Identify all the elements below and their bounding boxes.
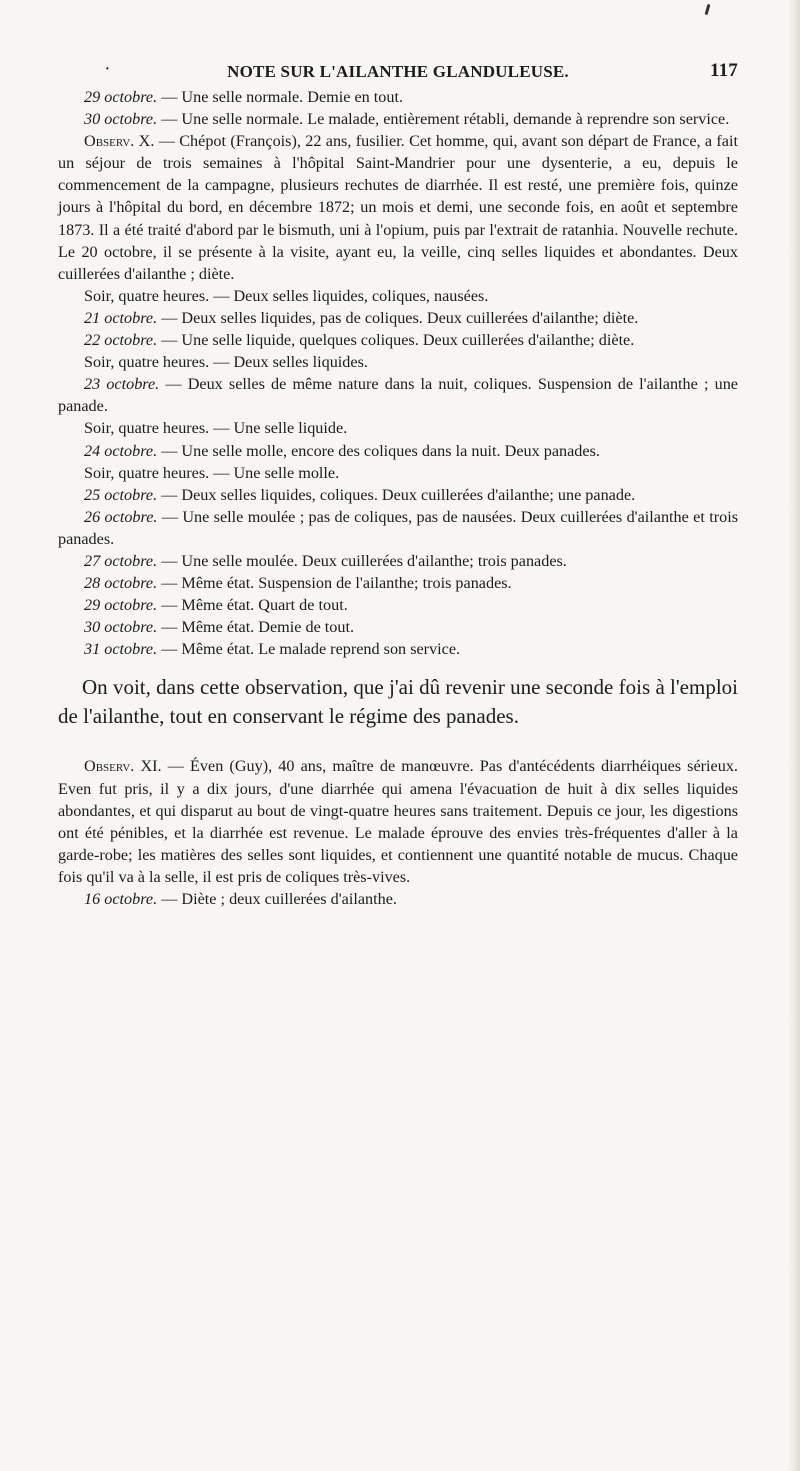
case-notes-block-1 <box>58 86 738 660</box>
paragraph <box>58 506 738 550</box>
entry-text: — Une selle molle, encore des coliques dans la nuit. Deux panades. <box>157 441 600 460</box>
paragraph <box>58 638 738 660</box>
paragraph <box>58 594 738 616</box>
paragraph <box>58 351 738 373</box>
entry-date: 22 octobre. <box>84 331 158 350</box>
paragraph <box>58 86 738 108</box>
paragraph <box>58 755 738 888</box>
entry-text: — Éven (Guy), 40 ans, maître de manœuvre. Pas d'antécédents diarrhéiques sérieux. Even fut pris, il y a dix jours, d'une diarrhée qui amena l'évacuation de huit à dix selles liquides abondantes, et qui disparut au bout de vingt-quatre heures sans traitement. Depuis ce jour, les digestions ont été pénibles, et la diarrhée est revenue. Le malade éprouve des envies très-fréquentes d'aller à la garde-robe; les matières des selles sont liquides, et contiennent une quantité notable de mucus. Chaque fois qu'il va à la selle, il est pris de coliques très-vives. <box>58 757 738 886</box>
entry-text: — Une selle liquide, quelques coliques. Deux cuillerées d'ailanthe; diète. <box>157 331 635 350</box>
entry-date: 31 octobre. <box>84 640 158 659</box>
paragraph <box>58 462 738 484</box>
entry-text: — Chépot (François), 22 ans, fusilier. Cet homme, qui, avant son départ de France, a fait un séjour de trois semaines à l'hôpital Saint-Mandrier pour une dysenterie, a eu, depuis le commencement de la campagne, plusieurs rechutes de diarrhée. Il est resté, une première fois, quinze jours à l'hôpital du bord, en décembre 1872; un mois et demi, une seconde fois, en août et septembre 1873. Il a été traité d'abord par le bismuth, uni à l'opium, puis par l'extrait de ratanhia. Nouvelle rechute. Le 20 octobre, il se présente à la visite, ayant eu, la veille, cinq selles liquides et abondantes. Deux cuillerées d'ailanthe ; diète. <box>58 132 738 283</box>
running-title: NOTE SUR L'AILANTHE GLANDULEUSE. <box>227 62 569 81</box>
paragraph <box>58 484 738 506</box>
entry-date: 26 octobre. <box>84 507 158 526</box>
paragraph <box>58 307 738 329</box>
paragraph <box>58 417 738 439</box>
entry-text: — Même état. Quart de tout. <box>157 596 348 615</box>
entry-date: 23 octobre. <box>84 375 160 394</box>
paragraph <box>58 373 738 417</box>
paragraph <box>58 888 738 910</box>
entry-text: — Une selle moulée ; pas de coliques, pas de nausées. Deux cuillerées d'ailanthe et trois panades. <box>58 507 738 548</box>
paragraph <box>58 329 738 351</box>
entry-text: — Deux selles liquides, pas de coliques. Deux cuillerées d'ailanthe; diète. <box>157 308 639 327</box>
case-notes-block-2 <box>58 755 738 910</box>
entry-text: — Une selle normale. Le malade, entièrement rétabli, demande à reprendre son service. <box>157 110 730 129</box>
entry-text: Soir, quatre heures. — Une selle liquide. <box>84 419 348 438</box>
paragraph <box>58 616 738 638</box>
entry-text: — Diète ; deux cuillerées d'ailanthe. <box>157 890 397 908</box>
observation-label: Observ. XI. <box>84 757 162 776</box>
page-number: 117 <box>709 60 738 81</box>
paragraph <box>58 108 738 130</box>
entry-text: — Même état. Le malade reprend son service. <box>157 640 461 659</box>
entry-text: Soir, quatre heures. — Deux selles liquides, coliques, nausées. <box>84 286 489 305</box>
entry-date: 27 octobre. <box>84 551 158 570</box>
commentary-block <box>58 673 738 731</box>
observation-label: Observ. X. <box>84 132 155 151</box>
commentary-paragraph: On voit, dans cette observation, que j'ai dû revenir une seconde fois à l'emploi de l'ailanthe, tout en conservant le régime des panades. <box>58 675 738 729</box>
text-column <box>58 56 738 910</box>
entry-date: 28 octobre. <box>84 574 158 593</box>
paragraph <box>58 572 738 594</box>
entry-date: 30 octobre. <box>84 110 158 129</box>
entry-date: 21 octobre. <box>84 308 158 327</box>
entry-date: 29 octobre. <box>84 88 158 106</box>
entry-date: 16 octobre. <box>84 890 158 908</box>
entry-date: 29 octobre. <box>84 596 158 615</box>
entry-date: 25 octobre. <box>84 485 158 504</box>
paragraph <box>58 130 738 285</box>
entry-text: — Une selle normale. Demie en tout. <box>157 88 404 106</box>
entry-text: — Deux selles liquides, coliques. Deux cuillerées d'ailanthe; une panade. <box>157 485 636 504</box>
entry-text: — Deux selles de même nature dans la nuit, coliques. Suspension de l'ailanthe ; une panade. <box>58 375 738 416</box>
entry-text: Soir, quatre heures. — Une selle molle. <box>84 463 340 482</box>
entry-text: Soir, quatre heures. — Deux selles liquides. <box>84 353 368 372</box>
paragraph <box>58 285 738 307</box>
paragraph <box>58 440 738 462</box>
entry-text: — Même état. Demie de tout. <box>157 618 355 637</box>
paragraph <box>58 550 738 572</box>
ink-mark <box>705 4 711 15</box>
header-dot: · <box>105 62 110 77</box>
entry-text: — Même état. Suspension de l'ailanthe; trois panades. <box>157 574 512 593</box>
entry-date: 30 octobre. <box>84 618 158 637</box>
running-head <box>58 56 738 86</box>
entry-date: 24 octobre. <box>84 441 158 460</box>
page-edge-shadow <box>788 0 800 1471</box>
entry-text: — Une selle moulée. Deux cuillerées d'ailanthe; trois panades. <box>157 551 567 570</box>
